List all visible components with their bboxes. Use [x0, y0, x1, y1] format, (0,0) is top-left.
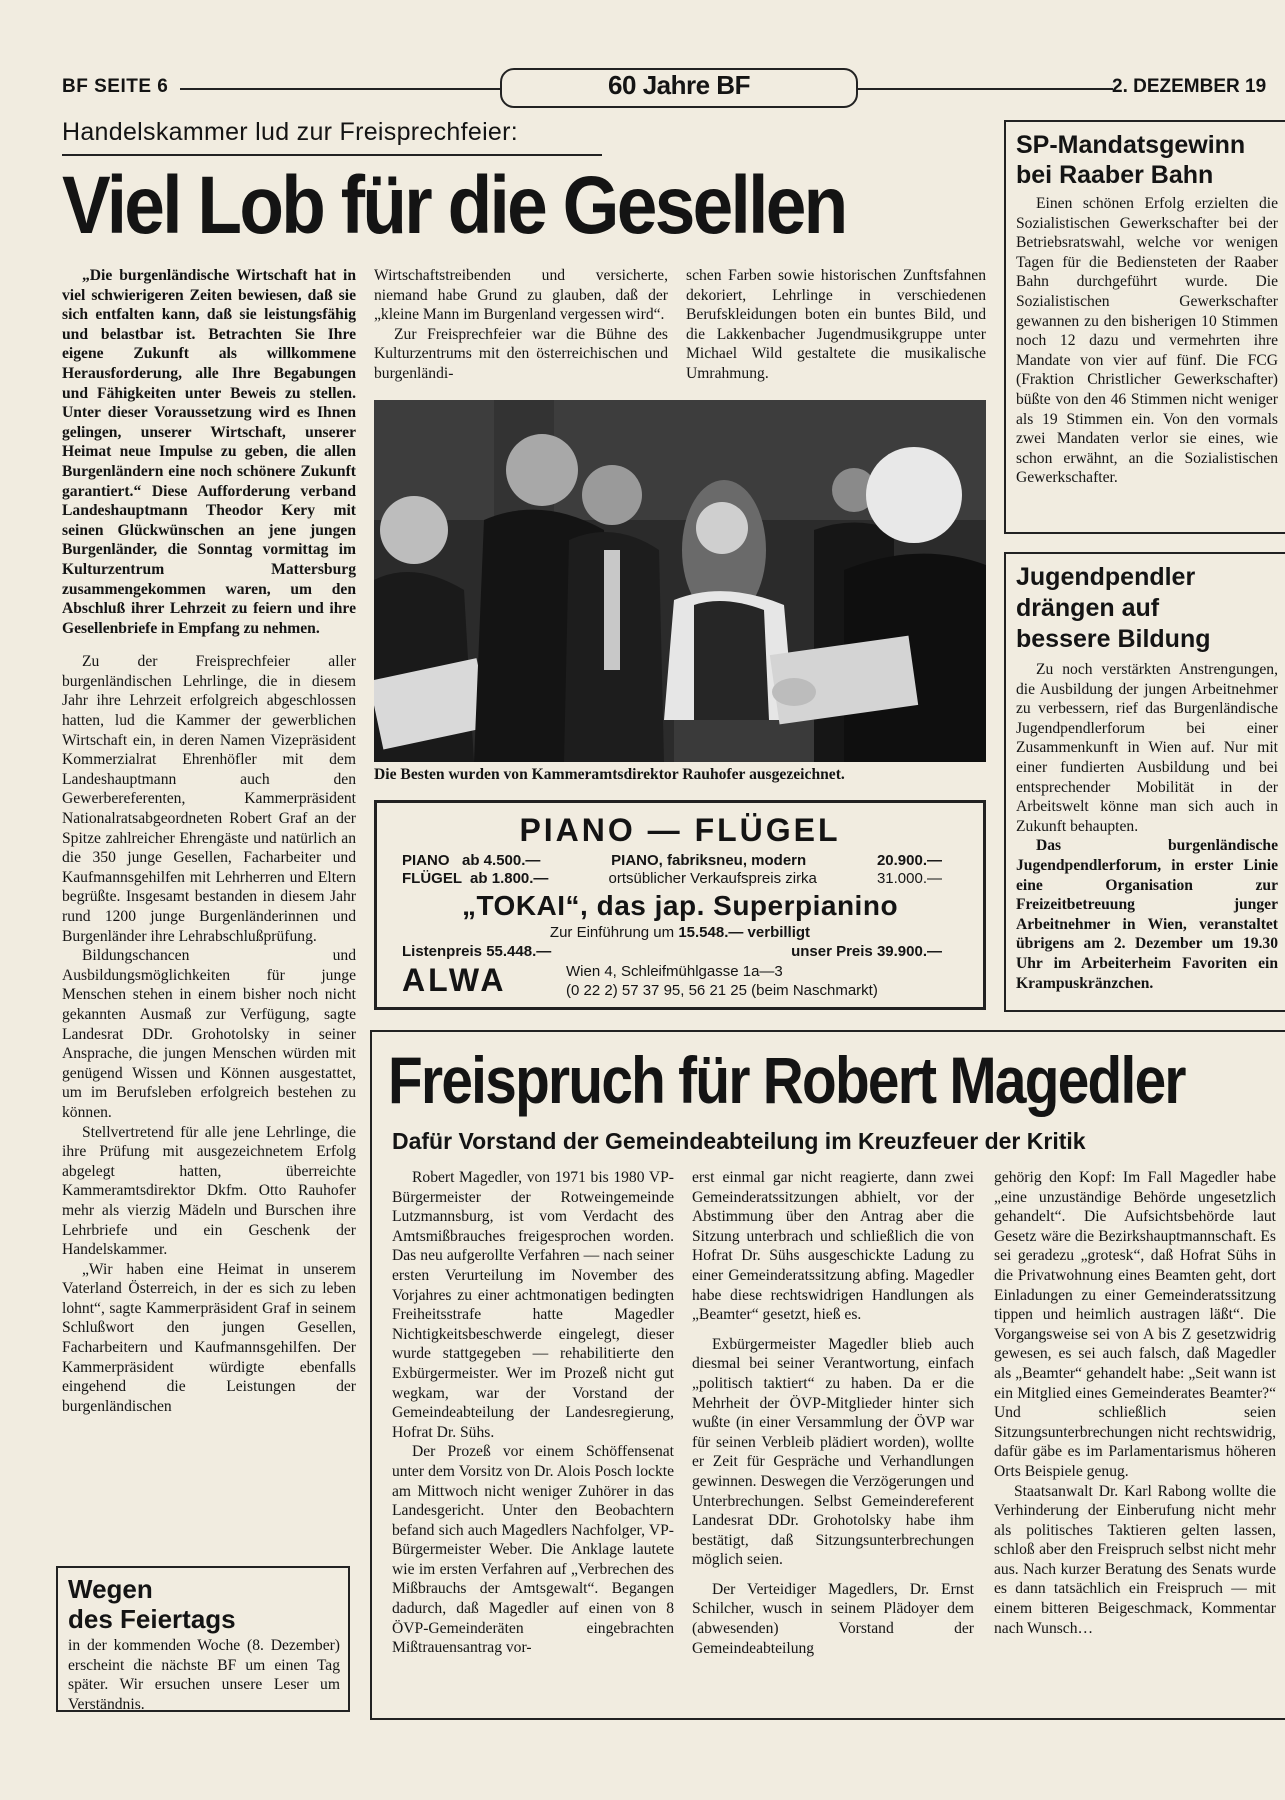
masthead-center-title: 60 Jahre BF	[608, 70, 750, 100]
sp-title	[1016, 130, 1245, 190]
main-paragraph: Stellvertretend für alle jene Lehrlinge, die ihre Prüfung mit ausgezeichnetem Erfolg abgelegt hatten, überreichte Kammeramtsdirektor Dkfm. Otto Rauhofer mehr als vierzig Mädeln und Burschen ihre Lehrbriefe und ein Geschenk der Handelskammer.	[62, 1123, 356, 1259]
ad-address-line: Wien 4, Schleifmühlgasse 1a—3	[566, 963, 783, 980]
magedler-subhead: Dafür Vorstand der Gemeindeabteilung im Kreuzfeuer der Kritik	[392, 1128, 1086, 1154]
main-paragraph: schen Farben sowie historischen Zunftsfahnen dekoriert, Lehrlinge in verschiedenen Berufskleidungen boten ein buntes Bild, und die Lakkenbacher Jugendmusikgruppe unter Michael Wild gestaltete die musikalische Umrahmung.	[686, 267, 986, 382]
ad-row-mid: PIANO, fabriksneu, modern	[611, 852, 807, 869]
ceremony-photo	[374, 400, 986, 762]
ad-address	[566, 962, 878, 1000]
sp-title-line: bei Raaber Bahn	[1016, 161, 1214, 189]
feiertag-title-line: Wegen	[68, 1574, 153, 1604]
jugend-title-line: drängen auf	[1016, 594, 1160, 622]
ad-intro-value: 15.548.— verbilligt	[678, 924, 811, 941]
magedler-col3	[994, 1168, 1276, 1638]
magedler-col2	[692, 1168, 974, 1658]
ad-row-mid: ortsüblicher Verkaufspreis zirka	[608, 870, 817, 887]
main-kicker: Handelskammer lud zur Freisprechfeier:	[62, 118, 519, 146]
ad-list-price: Listenpreis 55.448.—	[402, 943, 552, 960]
masthead-rule-left	[180, 88, 500, 90]
magedler-paragraph: erst einmal gar nicht reagierte, dann zwei Gemeinderatssitzungen abhielt, vor der Abstimmung über den Antrag aber die Sitzung unterbrach und schließlich die von Hofrat Dr. Sühs ausgeschickte Ladung zu einer Gemeinderatssitzung abfing. Magedler habe diese rechtswidrigen Handlungen als „Beamter“ gesetzt, hieß es.	[692, 1169, 974, 1324]
main-col2	[374, 266, 668, 384]
jugend-title-line: bessere Bildung	[1016, 625, 1211, 653]
main-col3	[686, 266, 986, 384]
sp-title-line: SP-Mandatsgewinn	[1016, 131, 1246, 159]
ad-slogan: „TOKAI“, das jap. Superpianino	[461, 890, 899, 921]
jugend-paragraph: Zu noch verstärkten Anstrengungen, die Ausbildung der jungen Arbeitnehmer zu verbessern, rief das Burgenländische Jugendpendlerforum bei einer Zusammenkunft in Wien auf. Nur mit einer fundierten Ausbildung und bei entsprechender Mobilität in der Arbeitswelt könne man sich auch in Zukunft behaupten.	[1016, 661, 1278, 835]
ad-row	[402, 943, 942, 961]
magedler-paragraph: gehörig den Kopf: Im Fall Magedler habe „eine unzuständige Behörde ungesetzlich gehandelt“. Die Aufsichtsbehörde laut Gesetz wäre die Bezirkshauptmannschaft. Es sei geradezu „grotesk“, daß Hofrat Sühs in die Privatwohnung eines Beamten geht, dort Einladungen zu einer Gemeinderatssitzung tippen und heimlich austragen läßt“. Die Vorgangsweise sei von A bis Z gesetzwidrig gewesen, es sei auch falsch, daß Magedler als „Beamter“ gehandelt habe: „Seit wann ist ein Mitglied eines Gemeinderates Beamter?“ Und schließlich seien Sitzungsunterbrechungen nicht rechtswidrig, dafür gäbe es im Parlamentarismus höheren Orts Beispiele genug.	[994, 1169, 1276, 1480]
ad-row	[402, 870, 942, 888]
ad-brand: ALWA	[402, 962, 507, 998]
ad-price-rows	[402, 852, 942, 888]
feiertag-title-line: des Feiertags	[68, 1604, 236, 1634]
sp-paragraph: Einen schönen Erfolg erzielten die Sozialistischen Gewerkschafter bei der Betriebsratswahl, welche vor wenigen Tagen für die Bediensteten der Raaber Bahn durchgeführt wurde. Die Sozialistischen Gewerkschafter gewannen zu den bisherigen 10 Stimmen noch 12 dazu und vermehrten ihre Mandate von vier auf fünf. Die FCG (Fraktion Christlicher Gewerkschafter) büßte von den 46 Stimmen nicht weniger als 19 Stimmen ein. Von den vormals zwei Mandaten verlor sie eines, wie schon erwähnt, an die Sozialistischen Gewerkschafter.	[1016, 195, 1278, 487]
ad-row-left: PIANO ab 4.500.—	[402, 852, 541, 869]
feiertag-title	[68, 1574, 236, 1634]
feiertag-text	[68, 1636, 340, 1714]
issue-date: 2. DEZEMBER 19	[1112, 76, 1267, 97]
jugend-text	[1016, 660, 1278, 993]
main-paragraph: Bildungschancen und Ausbildungsmöglichkeiten für junge Menschen stehen in einem bisher noch nicht gekannten Ausmaß zur Verfügung, sagte Landesrat DDr. Grohotolsky in seiner Ansprache, die jungen Menschen würden mit genügend Wissen und Können ausgestattet, um im Berufsleben erfolgreich bestehen zu können.	[62, 947, 356, 1121]
jugend-title	[1016, 562, 1211, 655]
sp-text	[1016, 194, 1278, 488]
ad-intro-label: Zur Einführung um	[549, 924, 675, 941]
main-headline: Viel Lob für die Gesellen	[62, 160, 846, 251]
ad-title: PIANO — FLÜGEL	[519, 812, 841, 848]
magedler-paragraph: Robert Magedler, von 1971 bis 1980 VP-Bürgermeister der Rotweingemeinde Lutzmannsburg, ist vom Verdacht des Amtsmißbrauches freigesprochen worden. Das neu aufgerollte Verfahren — nach seiner ersten Verurteilung im November des Vorjahres zu einer achtmonatigen bedingten Freiheitsstrafe hatte Magedler Nichtigkeitsbeschwerde eingelegt, dieser wurde stattgegeben — rehabilitierte den Exbürgermeister. Wer im Prozeß nicht gut wegkam, war der Vorstand der Gemeindeabteilung der Landesregierung, Hofrat Dr. Sühs.	[392, 1169, 674, 1441]
ad-row-right: 31.000.—	[876, 870, 942, 887]
magedler-paragraph: Der Prozeß vor einem Schöffensenat unter dem Vorsitz von Dr. Alois Posch lockte am Mittwoch nicht weniger Zuhörer in das Landesgericht. Unter den Beobachtern befand sich auch Magedlers Nachfolger, VP-Bürgermeister Weber. Die Anklage lautete wie im ersten Verfahren auf „Verbrechen des Mißbrauchs der Amtsgewalt“. Begangen dadurch, daß Magedler auf einen von 8 ÖVP-Gemeinderäten eingebrachten Mißtrauensantrag vor-	[392, 1443, 674, 1657]
ad-intro	[374, 924, 986, 941]
ad-row-right: 20.900.—	[876, 852, 942, 869]
ad-row-left: FLÜGEL ab 1.800.—	[402, 870, 549, 887]
main-paragraph: Wirtschaftstreibenden und versicherte, niemand habe Grund zu glauben, daß der „kleine Mann im Burgenland vergessen wird“.	[374, 267, 668, 324]
magedler-headline: Freispruch für Robert Magedler	[388, 1043, 1185, 1117]
main-paragraph: „Wir haben eine Heimat in unserem Vaterland Österreich, in der es sich zu leben lohnt“, sagte Kammerpräsident Graf in seinem Schlußwort den jungen Gesellen, Facharbeitern und Kaufmannsgehilfen. Der Kammerpräsident würdigte ebenfalls eingehend die Leistungen der burgenländischen	[62, 1260, 356, 1415]
jugend-title-line: Jugendpendler	[1016, 563, 1196, 591]
kicker-underline	[62, 154, 602, 156]
feiertag-paragraph: in der kommenden Woche (8. Dezember) erscheint die nächste BF um einen Tag später. Wir ersuchen unsere Leser um Verständnis.	[68, 1637, 340, 1713]
ad-phone-line: (0 22 2) 57 37 95, 56 21 25 (beim Naschmarkt)	[566, 982, 878, 999]
main-paragraph: Zur Freisprechfeier war die Bühne des Kulturzentrums mit den österreichischen und burgenländi-	[374, 325, 668, 382]
ad-our-price: unser Preis 39.900.—	[791, 943, 942, 960]
magedler-paragraph: Exbürgermeister Magedler blieb auch diesmal bei seiner Verantwortung, einfach „politisch taktiert“ zu haben. Da er die Mehrheit der ÖVP-Mitglieder hinter sich wußte (in einer Versammlung der ÖVP war für seinen Verbleib plädiert worden), wollte er Zeit für Gespräche und Verhandlungen gewinnen. Deswegen die Verzögerungen und Unterbrechungen. Selbst Gemeindereferent Landesrat DDr. Grohotolsky habe ihm bestätigt, daß Sitzungsunterbrechungen möglich seien.	[692, 1335, 974, 1569]
magedler-paragraph: Staatsanwalt Dr. Karl Rabong wollte die Verhinderung der Einberufung nicht mehr als politisches Taktieren gelten lassen, schloß aber den Freispruch selbst nicht mehr aus. Nach kurzer Beratung des Senats wurde es dann tatsächlich ein Freispruch — mit einem bitteren Beigeschmack, Kommentar nach Wunsch…	[994, 1482, 1276, 1637]
ad-row	[402, 852, 942, 870]
main-lead-paragraph: „Die burgenländische Wirtschaft hat in viel schwierigeren Zeiten bewiesen, daß sie sich entfalten kann, daß sie leistungsfähig und belastbar ist. Betrachten Sie Ihre eigene Zukunft als willkommene Herausforderung, alle Ihre Begabungen und Fähigkeiten unter Beweis zu stellen. Unter dieser Voraussetzung wird es Ihnen gelingen, unserer Wirtschaft, unserer Heimat neue Impulse zu geben, die allen Burgenländern eine noch schönere Zukunft garantiert.“ Diese Aufforderung verband Landeshauptmann Theodor Kery mit seinen Glückwünschen an jene jungen Burgenländer, die Sonntag vormittag im Kulturzentrum Mattersburg zusammengekommen waren, um den Abschluß ihrer Lehrzeit zu feiern und ihre Gesellenbriefe in Empfang zu nehmen.	[62, 267, 356, 637]
main-paragraph: Zu der Freisprechfeier aller burgenländischen Lehrlinge, die in diesem Jahr ihre Lehrzeit erfolgreich abgeschlossen hatten, lud die Kammer der gewerblichen Wirtschaft ein, in deren Namen Vizepräsident Kommerzialrat Ehrenhöfler mit dem Landeshauptmann auch den Gewerbereferenten, Kammerpräsident Nationalratsabgeordneten Robert Graf an der Spitze zahlreicher Ehrengäste und natürlich an die 350 junge Gesellen, Facharbeiter und Kaufmannsgehilfen mit Lehrherren und Eltern begrüßte. Insgesamt bestanden in diesem Jahr rund 1200 junge Burgenländerinnen und Burgenländer ihre Lehrabschlußprüfung.	[62, 653, 356, 945]
magedler-paragraph: Der Verteidiger Magedlers, Dr. Ernst Schilcher, wusch in seinem Plädoyer dem (abwesenden) Vorstand der Gemeindeabteilung	[692, 1580, 974, 1657]
jugend-bold-paragraph: Das burgenländische Jugendpendlerforum, in erster Linie eine Organisation zur Freizeitbetreuung junger Arbeitnehmer in Wien, veranstaltet übrigens am 2. Dezember um 19.30 Uhr im Arbeiterheim Favoriten ein Krampuskränzchen.	[1016, 837, 1278, 992]
photo-caption: Die Besten wurden von Kammeramtsdirektor Rauhofer ausgezeichnet.	[374, 766, 845, 783]
page-number: BF SEITE 6	[62, 76, 169, 97]
main-col1	[62, 266, 356, 1416]
masthead-rule-right	[858, 88, 1113, 90]
ad-prices	[402, 943, 942, 961]
magedler-col1	[392, 1168, 674, 1658]
